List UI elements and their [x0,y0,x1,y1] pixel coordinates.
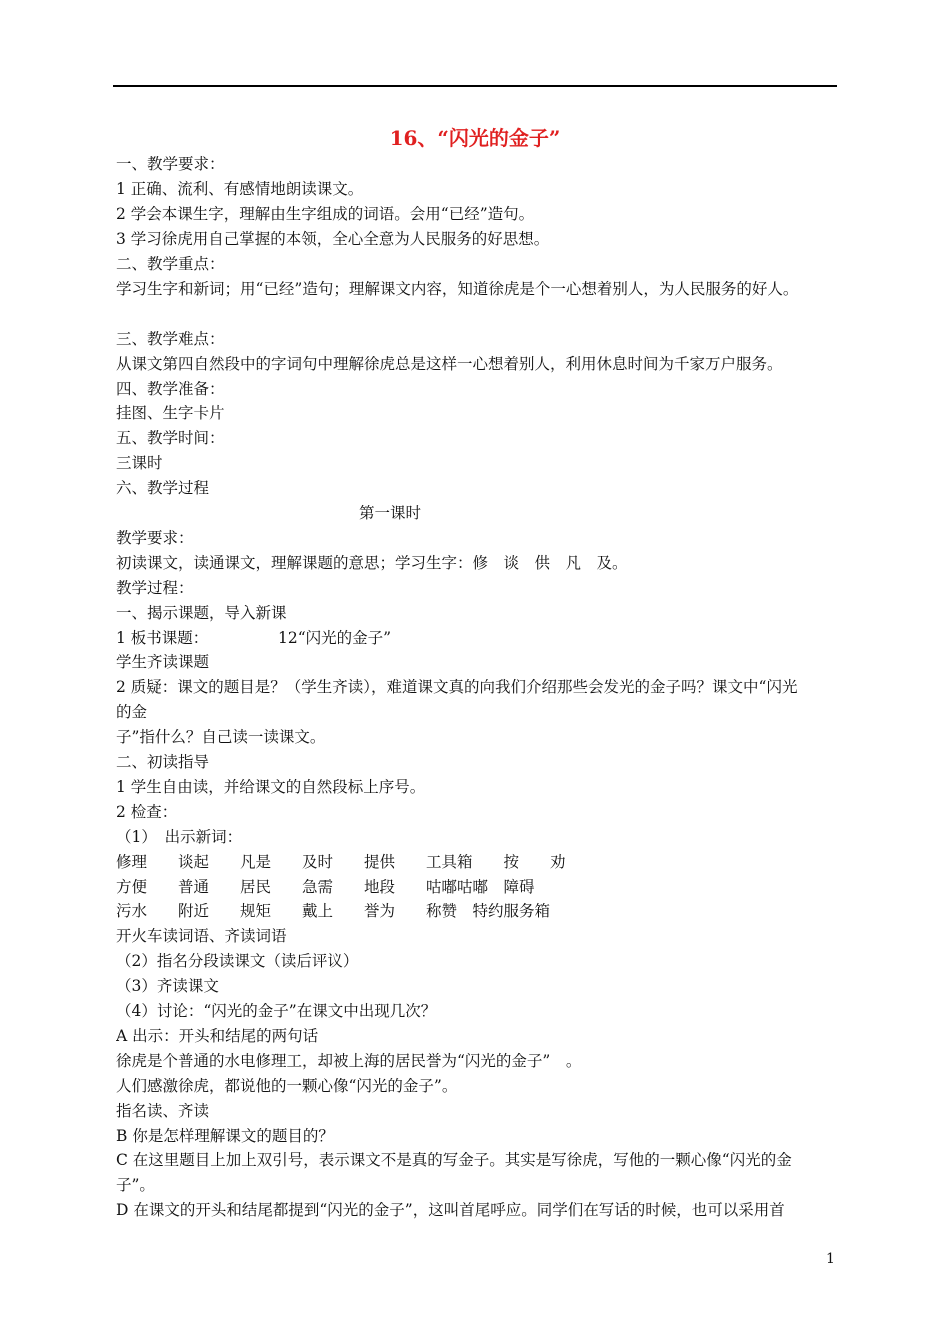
text-line: 一、教学要求： [116,155,225,173]
header-rule [113,85,837,87]
text-line: 2 检查： [116,803,178,821]
text-line: 学生齐读课题 [116,653,210,671]
text-line: 一、揭示课题，导入新课 [116,604,287,622]
text-line: （1） 出示新词： [116,828,243,846]
text-line: 3 学习徐虎用自己掌握的本领，全心全意为人民服务的好思想。 [116,230,550,248]
text-line: B 你是怎样理解课文的题目的？ [116,1127,334,1145]
text-line: （4）讨论：“闪光的金子”在课文中出现几次？ [116,1002,437,1020]
text-line: 教学要求： [116,529,194,547]
text-line: D 在课文的开头和结尾都提到“闪光的金子”，这叫首尾呼应。同学们在写话的时候，也可以采用首 [116,1201,785,1219]
text-line: 1 板书课题： 12“闪光的金子” [116,629,392,647]
vocab-row: 污水 附近 规矩 戴上 誉为 称赞 特约服务箱 [116,902,551,920]
text-line: 指名读、齐读 [116,1102,210,1120]
text-line: 六、教学过程 [116,479,210,497]
document-title: 16、“闪光的金子” [389,126,561,150]
text-line: 子”。 [116,1176,155,1194]
text-line: 人们感激徐虎，都说他的一颗心像“闪光的金子”。 [116,1077,458,1095]
text-line: 学习生字和新词；用“已经”造句；理解课文内容，知道徐虎是个一心想着别人，为人民服务的好人。 [116,280,799,298]
text-line: 开火车读词语、齐读词语 [116,927,287,945]
text-line: 五、教学时间： [116,429,225,447]
text-line: 挂图、生字卡片 [116,404,225,422]
text-line: 三课时 [116,454,163,472]
text-line: 教学过程： [116,579,194,597]
text-line: 2 质疑：课文的题目是？（学生齐读），难道课文真的向我们介绍那些会发光的金子吗？课文中“闪光 [116,678,798,696]
text-line: 2 学会本课生字，理解由生字组成的词语。会用“已经”造句。 [116,205,535,223]
text-line: 徐虎是个普通的水电修理工，却被上海的居民誉为“闪光的金子” 。 [116,1052,582,1070]
text-line: 子”指什么？自己读一读课文。 [116,728,326,746]
vocab-row: 方便 普通 居民 急需 地段 咕嘟咕嘟 障碍 [116,878,535,896]
text-line: 的金 [116,703,148,721]
page-number: 1 [826,1251,835,1267]
text-line: 三、教学难点： [116,330,225,348]
text-line: 二、初读指导 [116,753,210,771]
text-line: A 出示：开头和结尾的两句话 [116,1027,319,1045]
text-line: C 在这里题目上加上双引号，表示课文不是真的写金子。其实是写徐虎，写他的一颗心像“闪光的金 [116,1151,792,1169]
text-line: 1 正确、流利、有感情地朗读课文。 [116,180,364,198]
text-line: 从课文第四自然段中的字词句中理解徐虎总是这样一心想着别人，利用休息时间为千家万户服务。 [116,355,783,373]
lesson-heading: 第一课时 [358,504,421,522]
vocab-row: 修理 谈起 凡是 及时 提供 工具箱 按 劝 [116,853,566,871]
text-line: 四、教学准备： [116,380,225,398]
text-line: 1 学生自由读，并给课文的自然段标上序号。 [116,778,426,796]
text-line: 二、教学重点： [116,255,225,273]
text-line: （3）齐读课文 [116,977,219,995]
text-line: （2）指名分段读课文（读后评议） [116,952,359,970]
text-line: 初读课文，读通课文，理解课题的意思；学习生字：修 谈 供 凡 及。 [116,554,628,572]
